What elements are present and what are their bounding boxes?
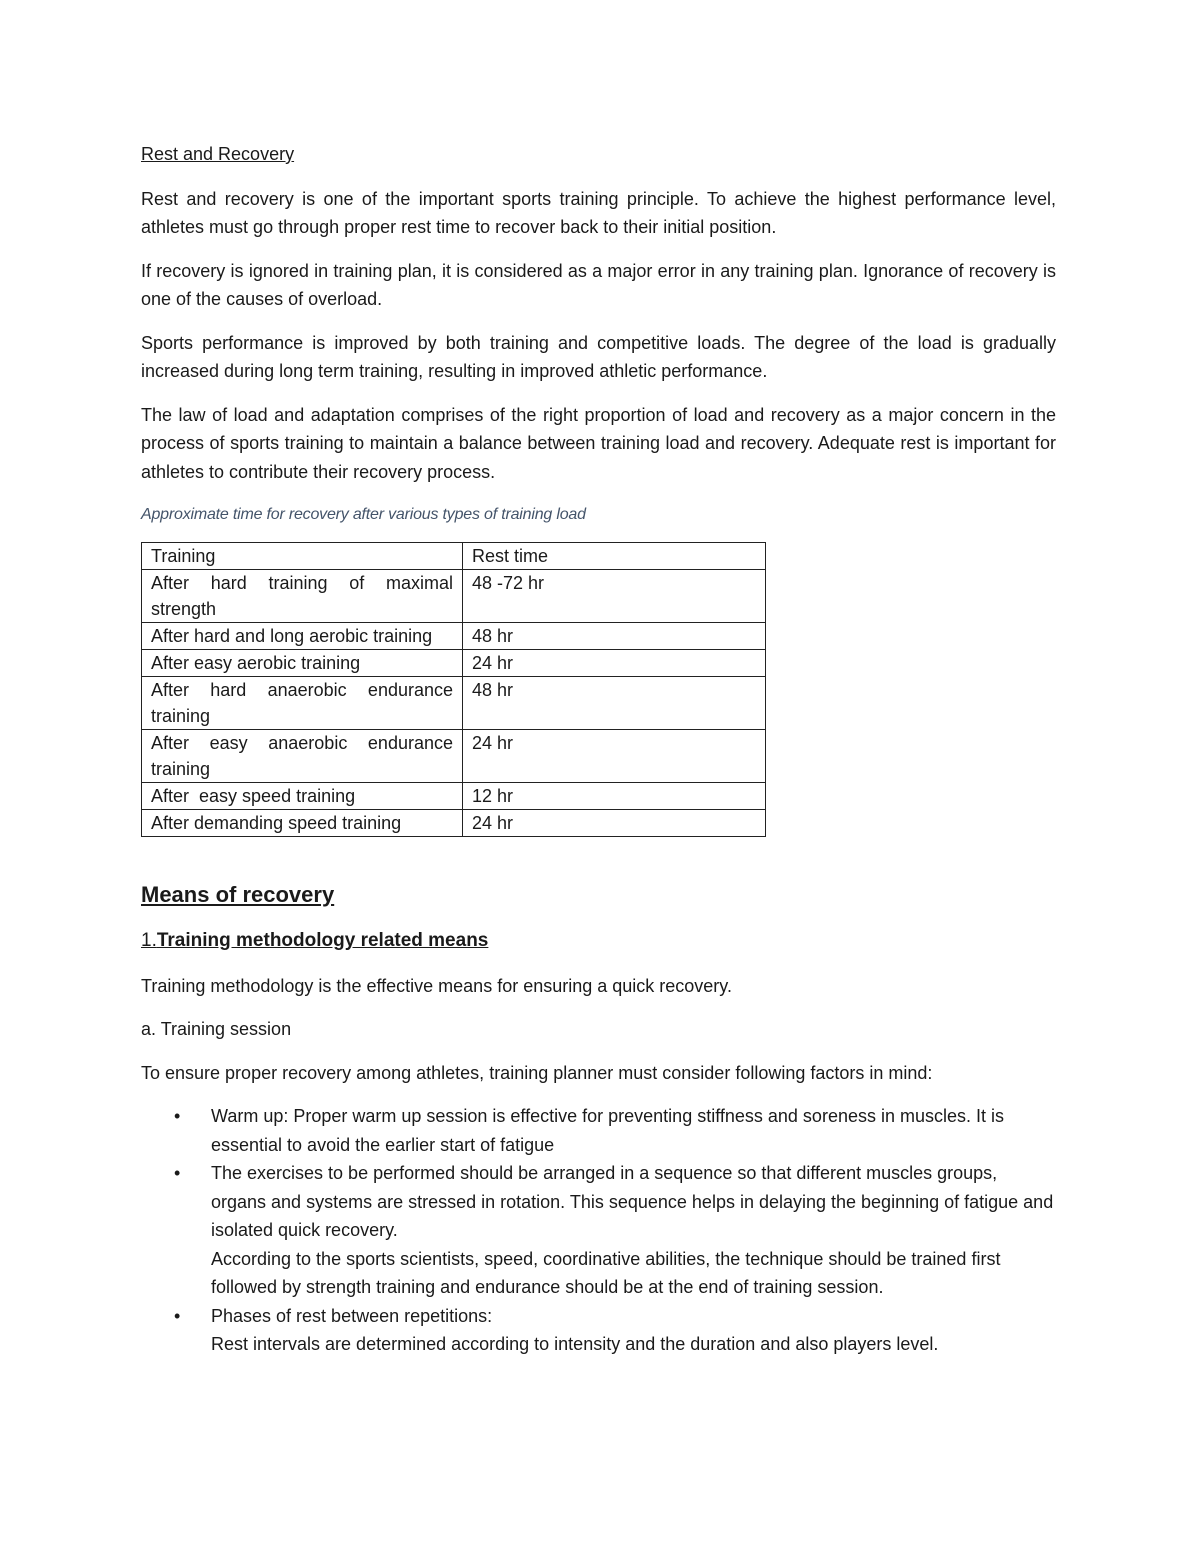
table-row xyxy=(142,622,766,649)
list-item xyxy=(141,1102,1056,1159)
table-header-cell: Rest time xyxy=(463,542,766,569)
table-row xyxy=(142,676,766,729)
table-cell-rest-time: 48 hr xyxy=(463,622,766,649)
factors-list xyxy=(141,1102,1056,1359)
table-cell-training: After easy speed training xyxy=(142,782,463,809)
table-caption: Approximate time for recovery after various types of training load xyxy=(141,506,586,523)
recovery-table xyxy=(141,542,766,837)
paragraph-1: Rest and recovery is one of the important sports training principle. To achieve the highest performance level, athletes must go through proper rest time to recover back to their initial position. xyxy=(141,188,1056,237)
table-row xyxy=(142,729,766,782)
bullet-icon: • xyxy=(174,1305,181,1326)
list-item-text: According to the sports scientists, speed, coordinative abilities, the technique should be trained first followed by strength training and endurance should be at the end of training session. xyxy=(211,1248,1001,1297)
table-row xyxy=(142,649,766,676)
table-cell-training: After hard anaerobic endurance training xyxy=(142,676,463,729)
table-cell-training: After demanding speed training xyxy=(142,809,463,836)
subsection-title xyxy=(141,927,1056,956)
factors-intro: To ensure proper recovery among athletes, training planner must consider following factors in mind: xyxy=(141,1062,933,1083)
table-cell-training: After hard and long aerobic training xyxy=(142,622,463,649)
table-cell-training: After easy aerobic training xyxy=(142,649,463,676)
table-header-row xyxy=(142,542,766,569)
list-item-text: Warm up: Proper warm up session is effective for preventing stiffness and soreness in muscles. It is essential to avoid the earlier start of fatigue xyxy=(211,1106,1005,1155)
table-cell-rest-time: 24 hr xyxy=(463,729,766,782)
table-cell-rest-time: 48 hr xyxy=(463,676,766,729)
subsection-intro: Training methodology is the effective means for ensuring a quick recovery. xyxy=(141,975,732,996)
table-header-cell: Training xyxy=(142,542,463,569)
table-cell-rest-time: 24 hr xyxy=(463,809,766,836)
list-item-text: The exercises to be performed should be arranged in a sequence so that different muscles groups, organs and systems are stressed in rotation. This sequence helps in delaying the beginning of fatigue and isolated quick recovery. xyxy=(211,1163,1054,1240)
table-cell-training: After easy anaerobic endurance training xyxy=(142,729,463,782)
table-row xyxy=(142,569,766,622)
table-cell-rest-time: 48 -72 hr xyxy=(463,569,766,622)
paragraph-3: Sports performance is improved by both training and competitive loads. The degree of the load is gradually increased during long term training, resulting in improved athletic performance. xyxy=(141,332,1056,381)
page-heading: Rest and Recovery xyxy=(141,144,295,164)
bullet-icon: • xyxy=(174,1163,181,1183)
table-cell-training: After hard training of maximal strength xyxy=(142,569,463,622)
list-item xyxy=(141,1159,1056,1302)
paragraph-2: If recovery is ignored in training plan, it is considered as a major error in any training plan. Ignorance of recovery is one of the causes of overload. xyxy=(141,260,1056,309)
bullet-icon: • xyxy=(174,1106,181,1126)
table-cell-rest-time: 12 hr xyxy=(463,782,766,809)
item-a-label: a. Training session xyxy=(141,1019,292,1039)
table-row xyxy=(142,809,766,836)
subsection-title-text: Training methodology related means xyxy=(156,930,489,951)
subsection-number: 1. xyxy=(141,930,157,951)
section-title: Means of recovery xyxy=(141,881,335,907)
table-row xyxy=(142,782,766,809)
list-item xyxy=(141,1302,1056,1359)
document-page xyxy=(141,140,1056,1359)
paragraph-4: The law of load and adaptation comprises of the right proportion of load and recovery as a major concern in the process of sports training to maintain a balance between training load and recovery. Adequate rest is important for athletes to contribute their recovery process. xyxy=(141,404,1056,482)
table-cell-rest-time: 24 hr xyxy=(463,649,766,676)
list-item-text: Rest intervals are determined according to intensity and the duration and also players level. xyxy=(211,1334,939,1354)
list-item-text: Phases of rest between repetitions: xyxy=(211,1305,493,1326)
